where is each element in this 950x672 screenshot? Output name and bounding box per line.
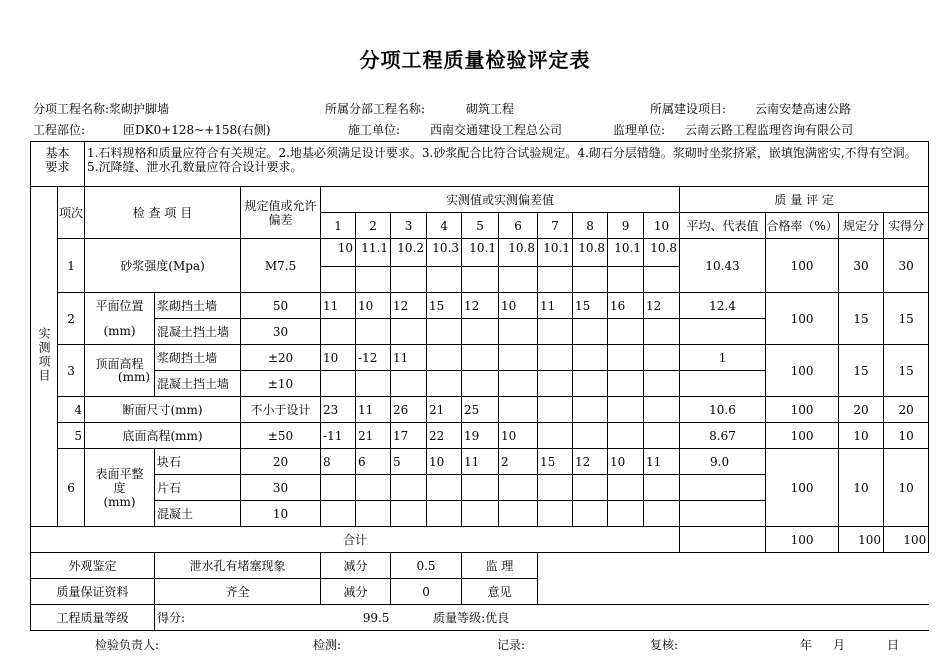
appearance-label: 外观鉴定 [31,553,155,579]
appearance-deduct-value: 0.5 [391,553,462,579]
row1-pass: 100 [766,239,839,293]
location-value: 匝DK0+128~+158(右侧) [123,123,271,137]
row5-v5: 19 [462,423,499,449]
quality-docs-deduct-value: 0 [391,579,462,605]
footer-month: 月 [833,638,846,652]
requirements-label-line1: 基本 [45,146,70,160]
row6-v9: 10 [608,449,644,475]
row4-v3: 26 [391,397,427,423]
row6-v5: 11 [462,449,499,475]
requirements-label [31,142,85,187]
row2-v1: 11 [321,293,356,319]
table-row-4 [31,397,929,423]
row5-score: 10 [839,423,884,449]
row2-no: 2 [58,293,85,345]
appearance-deduct-label: 减分 [321,553,391,579]
row6-name-line2: 度 [113,480,126,495]
row6-v8: 12 [573,449,608,475]
row4-score: 20 [839,397,884,423]
row6-spec2: 30 [241,475,321,501]
row5-v3: 17 [391,423,427,449]
row2-v6: 10 [499,293,538,319]
row2-v7: 11 [538,293,573,319]
row3-avg: 1 [680,345,766,371]
row3-v2: -12 [356,345,391,371]
row2-actual: 15 [884,293,929,345]
row3-actual: 15 [884,345,929,397]
total-row [31,527,929,553]
row5-avg: 8.67 [680,423,766,449]
row2-name-line2: (mm) [85,319,155,345]
row6-v2: 6 [356,449,391,475]
col-pass: 合格率（%） [766,213,839,239]
contractor-value: 西南交通建设工程总公司 [430,123,563,137]
row3-name-line2: (mm) [117,369,151,384]
row6-score: 10 [839,449,884,527]
row2-name-line1: 平面位置 [85,293,155,319]
row1-v3: 10.2 [391,239,427,267]
row2-v5: 12 [462,293,499,319]
row2-v8: 15 [573,293,608,319]
row1-v8: 10.8 [573,239,608,267]
row1-v2: 11.1 [356,239,391,267]
row6-no: 6 [58,449,85,527]
project-value: 云南安楚高速公路 [755,102,852,116]
row1-v10: 10.8 [644,239,680,267]
row5-no: 5 [58,423,85,449]
col-measured: 实测值或实测偏差值 [321,187,680,213]
row4-v5: 25 [462,397,499,423]
row2-sub1: 浆砌挡土墙 [155,293,241,319]
row6-sub3: 混凝土 [155,501,241,527]
subitem-value: 浆砌护脚墙 [109,102,170,116]
inspection-table [30,141,929,631]
quality-docs-row [31,579,929,605]
quality-docs-deduct-label: 减分 [321,579,391,605]
row2-v10: 12 [644,293,680,319]
project-label: 所属建设项目: [650,102,727,116]
page-title: 分项工程质量检验评定表 [359,48,591,72]
grade-level-value: 优良 [485,610,510,625]
row3-sub1: 浆砌挡土墙 [155,345,241,371]
row1-v1: 10 [321,239,356,267]
appearance-value: 泄水孔有堵塞现象 [155,553,321,579]
subitem-name [33,100,169,117]
table-row-6a [31,449,929,475]
footer-reviewer: 复核: [650,638,679,652]
num-3: 3 [391,213,427,239]
footer-tester: 检测: [313,638,342,652]
footer-recorder: 记录: [497,638,526,652]
row1-score: 30 [839,239,884,293]
subitem-label: 分项工程名称: [33,102,110,116]
row5-v1: -11 [321,423,356,449]
row5-actual: 10 [884,423,929,449]
row6-pass: 100 [766,449,839,527]
total-score: 100 [839,527,884,553]
row3-name [85,345,155,397]
row1-v7: 10.1 [538,239,573,267]
row4-pass: 100 [766,397,839,423]
row1-v9: 10.1 [608,239,644,267]
col-actual: 实得分 [884,213,929,239]
table-row-1a [31,239,929,267]
row6-name [85,449,155,527]
row4-avg: 10.6 [680,397,766,423]
row6-sub2: 片石 [155,475,241,501]
row5-v4: 22 [427,423,462,449]
row1-actual: 30 [884,239,929,293]
num-8: 8 [573,213,608,239]
num-10: 10 [644,213,680,239]
row6-spec3: 10 [241,501,321,527]
total-label: 合计 [31,527,680,553]
num-1: 1 [321,213,356,239]
section-label-cell [31,187,58,527]
total-actual: 100 [884,527,929,553]
row1-avg: 10.43 [680,239,766,293]
row1-v4: 10.3 [427,239,462,267]
row6-v3: 5 [391,449,427,475]
section-label: 实测项目 [37,327,51,383]
row2-v4: 15 [427,293,462,319]
row6-v10: 11 [644,449,680,475]
num-4: 4 [427,213,462,239]
row1-no: 1 [58,239,85,293]
row5-v6: 10 [499,423,538,449]
row6-v7: 15 [538,449,573,475]
row5-pass: 100 [766,423,839,449]
row4-v1: 23 [321,397,356,423]
grade-detail [155,605,929,631]
quality-docs-opinion: 意见 [462,579,538,605]
row2-spec2: 30 [241,319,321,345]
row1-v6: 10.8 [499,239,538,267]
row3-spec2: ±10 [241,371,321,397]
row4-no: 4 [58,397,85,423]
requirements-text: 1.石料规格和质量应符合有关规定。2.地基必须满足设计要求。3.砂浆配合比符合试验规定。4.砌石分层错缝。浆砌时坐浆挤紧，嵌填饱满密实,不得有空洞。5.沉降缝、泄水孔数量应符合设计要求。 [85,142,929,187]
row3-no: 3 [58,345,85,397]
header-row-1 [31,187,929,213]
col-avg: 平均、代表值 [680,213,766,239]
row2-sub2: 混凝土挡土墙 [155,319,241,345]
contractor-label: 施工单位: [348,123,401,137]
table-row-5 [31,423,929,449]
requirements-row [31,142,929,187]
num-7: 7 [538,213,573,239]
row6-v4: 10 [427,449,462,475]
grade-score-label: 得分: [157,610,186,625]
row3-v1: 10 [321,345,356,371]
row1-spec: M7.5 [241,239,321,293]
col-eval: 质 量 评 定 [680,187,929,213]
row6-avg: 9.0 [680,449,766,475]
row6-sub1: 块石 [155,449,241,475]
col-check: 检 查 项 目 [85,187,241,239]
col-spec: 规定值或允许偏差 [241,187,321,239]
row3-v3: 11 [391,345,427,371]
requirements-label-line2: 要求 [45,160,70,174]
num-9: 9 [608,213,644,239]
row6-name-line1: 表面平整 [95,466,144,481]
row6-v1: 8 [321,449,356,475]
row6-v6: 2 [499,449,538,475]
footer-year: 年 [800,638,813,652]
appearance-supervision: 监 理 [462,553,538,579]
row1-name: 砂浆强度(Mpa) [85,239,241,293]
grade-row [31,605,929,631]
row4-v4: 21 [427,397,462,423]
row2-v3: 12 [391,293,427,319]
row2-v9: 16 [608,293,644,319]
quality-docs-label: 质量保证资料 [31,579,155,605]
num-6: 6 [499,213,538,239]
row3-spec1: ±20 [241,345,321,371]
total-pass: 100 [766,527,839,553]
row2-spec1: 50 [241,293,321,319]
division-value: 砌筑工程 [466,102,515,116]
row5-spec: ±50 [241,423,321,449]
location-label: 工程部位: [33,123,86,137]
row4-actual: 20 [884,397,929,423]
row2-avg: 12.4 [680,293,766,319]
footer-inspector: 检验负责人: [95,638,160,652]
col-item-no: 项次 [58,187,85,239]
table-row-3a [31,345,929,371]
table-row-2a [31,293,929,319]
row4-v2: 11 [356,397,391,423]
row6-name-line3: (mm) [103,494,136,509]
row3-pass: 100 [766,345,839,397]
row6-actual: 10 [884,449,929,527]
col-score: 规定分 [839,213,884,239]
division-label: 所属分部工程名称: [325,102,426,116]
num-2: 2 [356,213,391,239]
quality-docs-value: 齐全 [155,579,321,605]
row2-v2: 10 [356,293,391,319]
row3-sub2: 混凝土挡土墙 [155,371,241,397]
row6-spec1: 20 [241,449,321,475]
row5-v2: 21 [356,423,391,449]
supervisor-value: 云南云路工程监理咨询有限公司 [685,123,854,137]
num-5: 5 [462,213,499,239]
grade-level-label: 质量等级: [433,610,486,625]
grade-label: 工程质量等级 [31,605,155,631]
grade-score-value: 99.5 [362,610,390,625]
row4-spec: 不小于设计 [241,397,321,423]
row1-v5: 10.1 [462,239,499,267]
supervisor-label: 监理单位: [613,123,666,137]
row3-name-line1: 顶面高程 [95,356,144,371]
row2-pass: 100 [766,293,839,345]
footer-day: 日 [887,638,900,652]
row2-score: 15 [839,293,884,345]
row4-name: 断面尺寸(mm) [85,397,241,423]
row3-score: 15 [839,345,884,397]
appearance-row [31,553,929,579]
row5-name: 底面高程(mm) [85,423,241,449]
